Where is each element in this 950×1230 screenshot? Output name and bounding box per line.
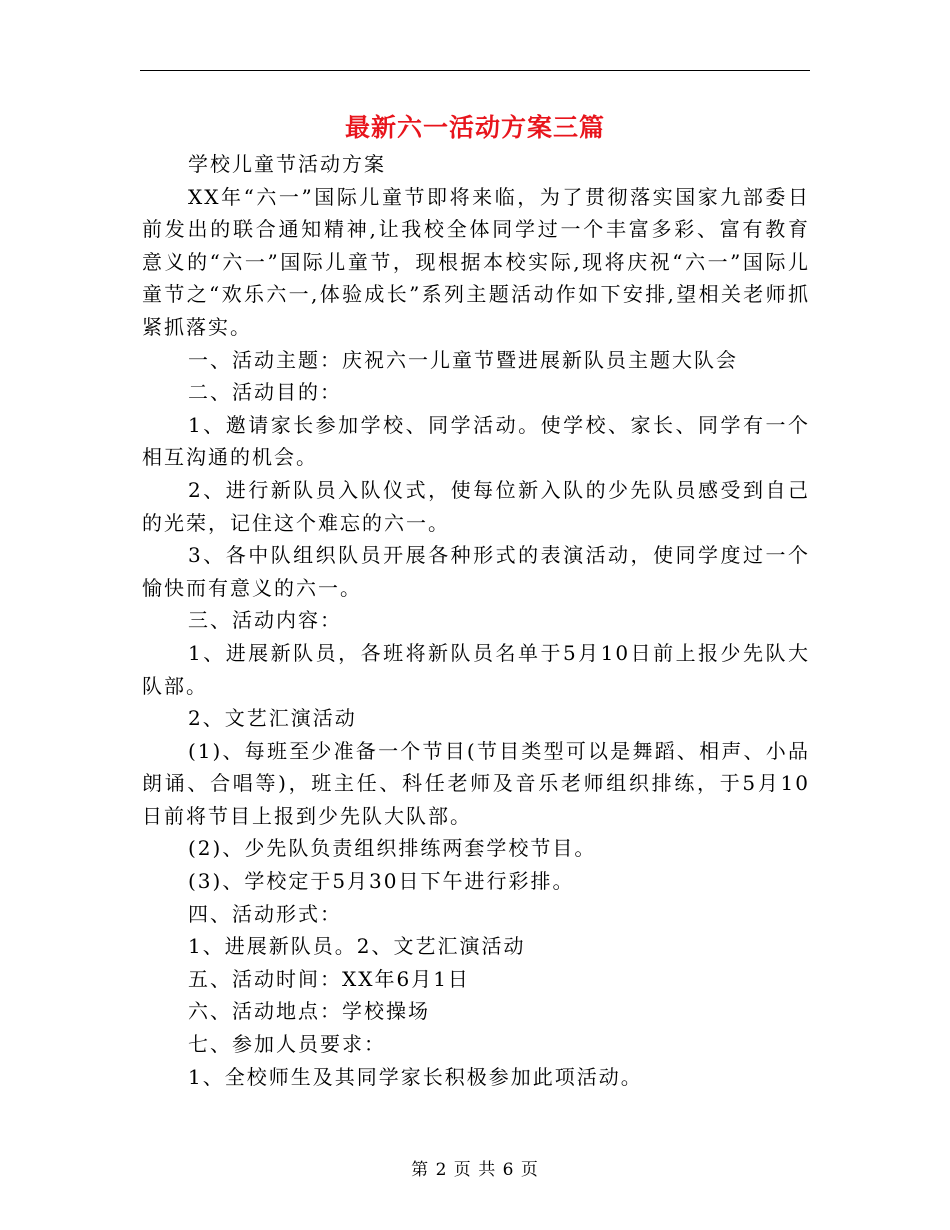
paragraph: 2、文艺汇演活动 <box>188 706 357 731</box>
paragraph: XX年“六一”国际儿童节即将来临，为了贯彻落实国家九部委日前发出的联合通知精神,让我校全体同学过一个丰富多彩、富有教育意义的“六一”国际儿童节，现根据本校实际,现将庆祝“六一”国际儿童节之“欢乐六一,体验成长”系列主题活动作如下安排,望相关老师抓紧抓落实。 <box>142 184 810 339</box>
paragraph: 2、进行新队员入队仪式，使每位新入队的少先队员感受到自己的光荣，记住这个难忘的六一。 <box>142 477 810 535</box>
paragraph: 五、活动时间：XX年6月1日 <box>188 966 470 991</box>
paragraph: 3、各中队组织队员开展各种形式的表演活动，使同学度过一个愉快而有意义的六一。 <box>142 543 810 600</box>
paragraph: 二、活动目的： <box>188 380 342 405</box>
paragraph: (2)、少先队负责组织排练两套学校节目。 <box>188 836 597 861</box>
paragraph: (1)、每班至少准备一个节目(节目类型可以是舞蹈、相声、小品朗诵、合唱等)，班主任、科任老师及音乐老师组织排练，于5月10日前将节目上报到少先队大队部。 <box>142 738 810 828</box>
paragraph: 四、活动形式： <box>188 901 342 926</box>
paragraph: 学校儿童节活动方案 <box>188 152 386 176</box>
header-rule <box>140 70 810 71</box>
document-body <box>142 148 810 1093</box>
paragraph: 1、邀请家长参加学校、同学活动。使学校、家长、同学有一个相互沟通的机会。 <box>142 412 810 470</box>
paragraph: 1、进展新队员，各班将新队员名单于5月10日前上报少先队大队部。 <box>142 640 810 698</box>
paragraph: 六、活动地点：学校操场 <box>188 999 430 1024</box>
paragraph: (3)、学校定于5月30日下午进行彩排。 <box>188 869 575 894</box>
document-title: 最新六一活动方案三篇 <box>344 113 605 142</box>
paragraph: 七、参加人员要求： <box>188 1032 386 1057</box>
paragraph: 1、全校师生及其同学家长积极参加此项活动。 <box>188 1064 643 1089</box>
paragraph: 一、活动主题：庆祝六一儿童节暨进展新队员主题大队会 <box>188 347 738 372</box>
paragraph: 1、进展新队员。2、文艺汇演活动 <box>188 934 526 959</box>
page-number-footer: 第 2 页 共 6 页 <box>411 1160 539 1180</box>
paragraph: 三、活动内容： <box>188 608 342 633</box>
